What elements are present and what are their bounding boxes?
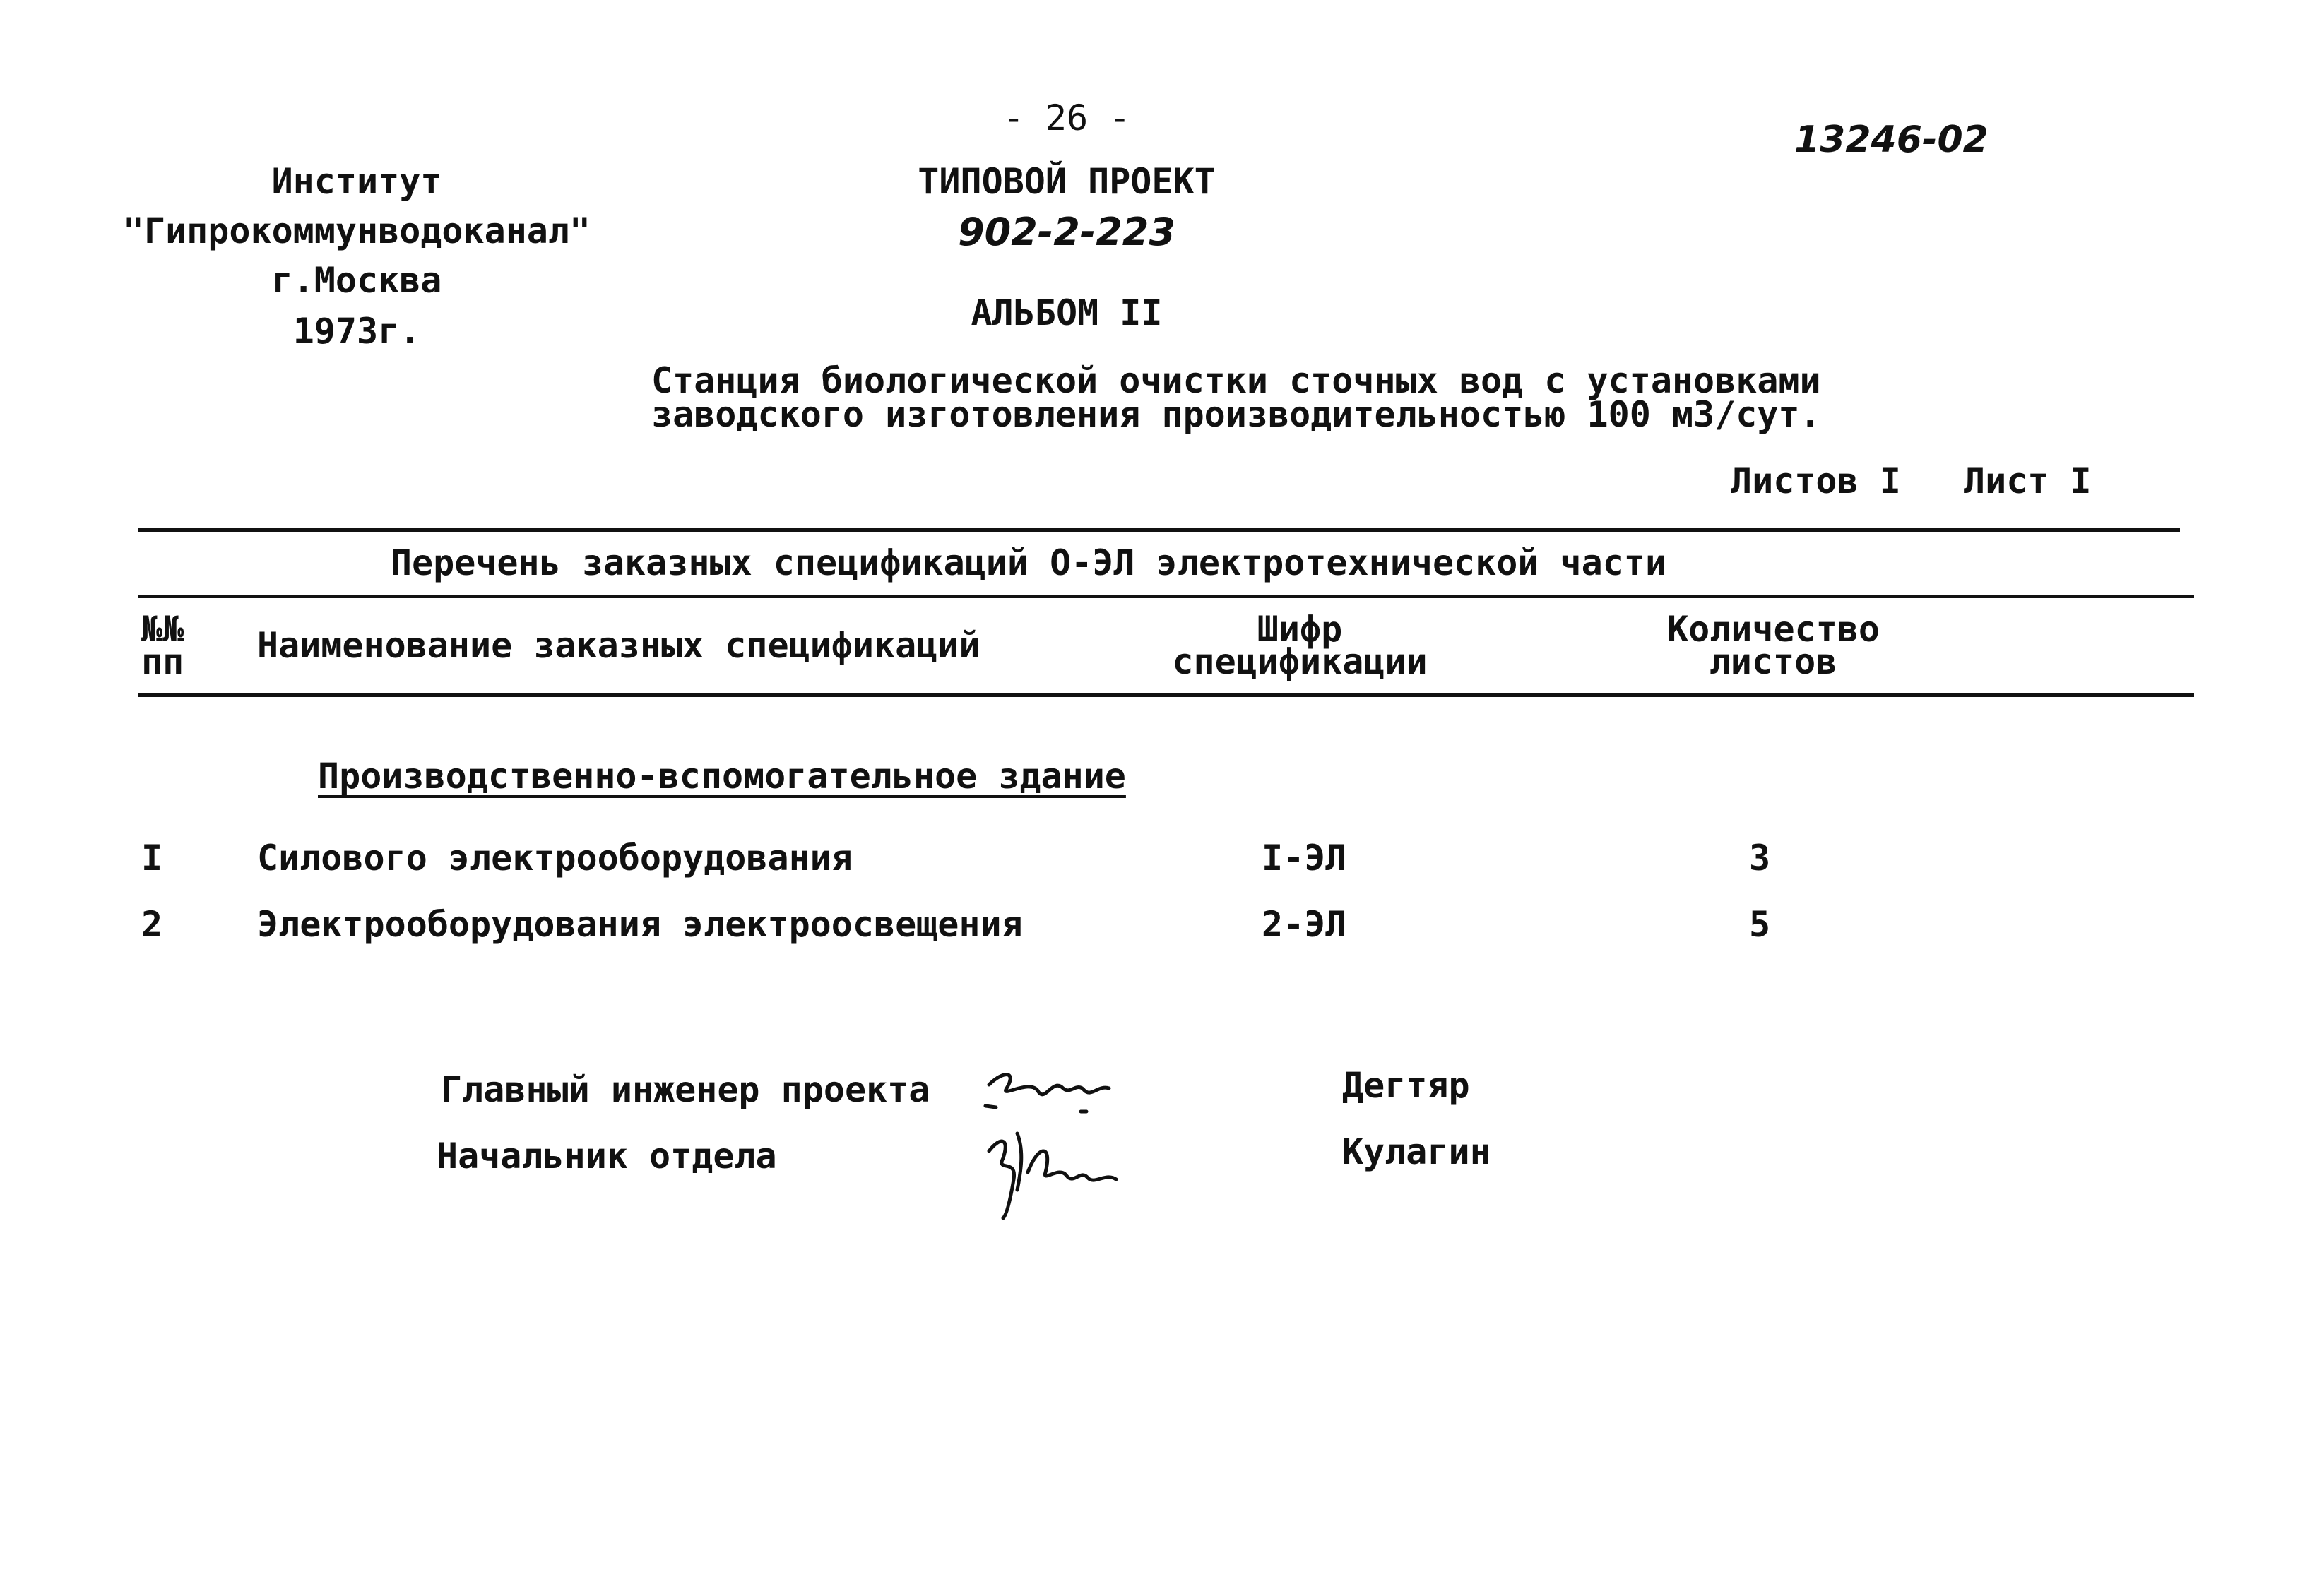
institute-city: г.Москва [271,260,442,301]
row-qty: 3 [1749,838,1771,879]
page-number: - 26 - [1002,97,1131,138]
table-title: Перечень заказных спецификаций О-ЭЛ электротехнической части [390,542,1667,583]
institute-year: 1973г. [292,311,421,352]
signature-role: Главный инженер проекта [441,1069,930,1110]
sheet-current: Лист I [1964,460,2092,501]
header-code-1: Шифр [1257,609,1343,650]
signature-mark [975,1056,1116,1120]
signature-role: Начальник отдела [437,1136,777,1177]
row-name: Силового электрооборудования [257,838,853,879]
description-line-1: Станция биологической очистки сточных вод с установками [651,360,1821,401]
header-code-2: спецификации [1172,641,1428,682]
description-line-2: заводского изготовления производительностью 100 м3/сут. [651,394,1821,435]
signature-mark [975,1123,1123,1222]
row-num: I [141,838,163,879]
table-header-rule [138,595,2194,598]
header-num-1: №№ [141,609,184,650]
header-qty-1: Количество [1667,609,1880,650]
project-number: 902-2-223 [958,210,1175,254]
archive-number: 13246-02 [1794,119,1989,161]
row-name: Электрооборудования электроосвещения [257,904,1023,945]
row-code: 2-ЭЛ [1262,904,1347,945]
institute-name: "Гипрокоммунводоканал" [122,210,591,251]
table-top-rule [138,528,2180,532]
row-qty: 5 [1749,904,1771,945]
row-num: 2 [141,904,163,945]
institute-label: Институт [271,161,442,202]
signatory-name: Дегтяр [1342,1065,1470,1106]
project-type: ТИПОВОЙ ПРОЕКТ [918,161,1216,202]
album-number: АЛЬБОМ II [971,292,1163,333]
section-heading: Производственно-вспомогательное здание [318,756,1126,797]
sheets-total: Листов I [1731,460,1901,501]
header-num-2: пп [141,641,184,682]
header-qty-2: листов [1709,641,1837,682]
header-name: Наименование заказных спецификаций [257,625,980,666]
table-body-rule [138,693,2194,697]
signatory-name: Кулагин [1342,1131,1491,1172]
row-code: I-ЭЛ [1262,838,1347,879]
